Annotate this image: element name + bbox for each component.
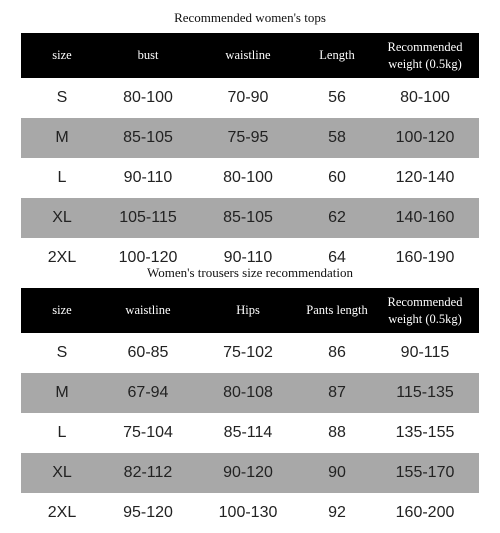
trousers-table-title: Women's trousers size recommendation xyxy=(147,265,353,280)
hips-cell: 75-102 xyxy=(223,344,273,361)
length-cell: 60 xyxy=(328,169,346,186)
pants-length-cell: 90 xyxy=(328,464,346,481)
size-cell: XL xyxy=(52,464,72,481)
weight-cell: 100-120 xyxy=(395,129,455,146)
length-cell: 58 xyxy=(328,129,346,146)
bust-cell: 100-120 xyxy=(118,249,178,266)
hips-cell: 100-130 xyxy=(218,504,278,521)
hips-cell: 85-114 xyxy=(223,424,273,441)
tops-size-table xyxy=(21,33,479,278)
weight-cell: 80-100 xyxy=(400,89,450,106)
header-pants-length: Pants length xyxy=(306,303,368,317)
pants-length-cell: 86 xyxy=(328,344,346,361)
header-recommended-weight: Recommended weight (0.5kg) xyxy=(387,39,463,71)
bust-cell: 80-100 xyxy=(123,89,173,106)
bust-cell: 105-115 xyxy=(119,209,177,226)
weight-cell: 135-155 xyxy=(395,424,455,441)
weight-cell: 90-115 xyxy=(400,344,450,361)
weight-cell: 140-160 xyxy=(395,209,455,226)
size-cell: XL xyxy=(52,209,72,226)
table-row xyxy=(21,118,479,158)
header-recommended-weight: Recommended weight (0.5kg) xyxy=(387,294,463,326)
trousers-size-table xyxy=(21,288,479,533)
waistline-cell: 82-112 xyxy=(123,464,173,481)
header-bust: bust xyxy=(137,48,159,62)
header-length: Length xyxy=(319,48,355,62)
table-header xyxy=(21,33,479,78)
header-hips: Hips xyxy=(236,303,260,317)
waistline-cell: 85-105 xyxy=(223,209,273,226)
table-row xyxy=(21,493,479,533)
size-cell: S xyxy=(56,89,68,106)
table-row xyxy=(21,413,479,453)
table-row xyxy=(21,78,479,118)
size-cell: M xyxy=(55,384,69,401)
weight-cell: 155-170 xyxy=(395,464,455,481)
length-cell: 64 xyxy=(328,249,346,266)
header-size: size xyxy=(52,48,72,62)
hips-cell: 90-120 xyxy=(223,464,273,481)
waistline-cell: 75-104 xyxy=(123,424,173,441)
tops-table-title: Recommended women's tops xyxy=(174,10,326,25)
table-row xyxy=(21,158,479,198)
length-cell: 62 xyxy=(328,209,346,226)
table-row xyxy=(21,453,479,493)
header-waistline: waistline xyxy=(125,303,171,317)
table-row xyxy=(21,373,479,413)
header-waistline: waistline xyxy=(225,48,271,62)
size-cell: M xyxy=(55,129,69,146)
size-cell: L xyxy=(57,169,67,186)
weight-cell: 160-190 xyxy=(395,249,455,266)
header-size: size xyxy=(52,303,72,317)
waistline-cell: 70-90 xyxy=(227,89,269,106)
table-header xyxy=(21,288,479,333)
table-row xyxy=(21,198,479,238)
waistline-cell: 90-110 xyxy=(223,249,273,266)
size-cell: 2XL xyxy=(47,249,77,266)
size-cell: 2XL xyxy=(47,504,77,521)
size-cell: L xyxy=(57,424,67,441)
bust-cell: 85-105 xyxy=(123,129,173,146)
bust-cell: 90-110 xyxy=(123,169,173,186)
pants-length-cell: 87 xyxy=(328,384,346,401)
size-cell: S xyxy=(56,344,68,361)
table-row xyxy=(21,333,479,373)
weight-cell: 115-135 xyxy=(396,384,454,401)
pants-length-cell: 92 xyxy=(328,504,346,521)
hips-cell: 80-108 xyxy=(223,384,273,401)
waistline-cell: 95-120 xyxy=(123,504,173,521)
pants-length-cell: 88 xyxy=(328,424,346,441)
weight-cell: 160-200 xyxy=(395,504,455,521)
length-cell: 56 xyxy=(328,89,346,106)
waistline-cell: 67-94 xyxy=(127,384,169,401)
waistline-cell: 60-85 xyxy=(127,344,169,361)
waistline-cell: 80-100 xyxy=(223,169,273,186)
waistline-cell: 75-95 xyxy=(227,129,269,146)
weight-cell: 120-140 xyxy=(395,169,455,186)
